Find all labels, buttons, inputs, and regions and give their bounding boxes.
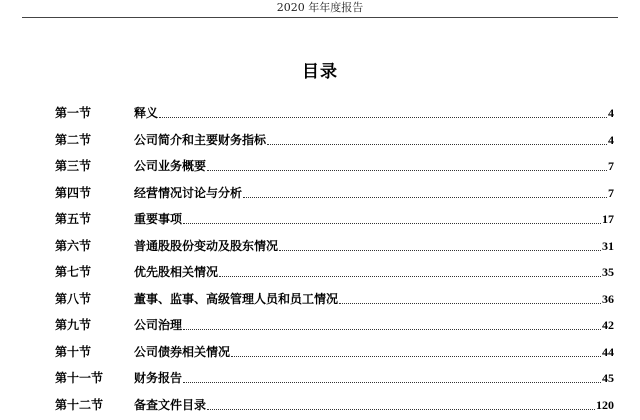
toc-dot-leader — [231, 356, 601, 357]
toc-entry[interactable] — [0, 288, 640, 315]
toc-dot-leader — [183, 382, 601, 383]
toc-entry-label: 重要事项 — [134, 211, 182, 227]
toc-entry[interactable] — [0, 394, 640, 420]
toc-section-number: 第四节 — [55, 185, 91, 201]
toc-title: 目录 — [0, 60, 640, 84]
toc-entry-label: 财务报告 — [134, 370, 182, 386]
toc-entry-line — [134, 291, 614, 307]
toc-entry-label: 优先股相关情况 — [134, 264, 218, 280]
toc-entry-label: 公司简介和主要财务指标 — [134, 132, 266, 148]
toc-page-number: 7 — [608, 158, 614, 174]
toc-page-number: 36 — [602, 291, 614, 307]
toc-entry[interactable] — [0, 341, 640, 368]
toc-entry-line — [134, 317, 614, 333]
toc-entry-line — [134, 238, 614, 254]
toc-dot-leader — [279, 250, 601, 251]
toc-dot-leader — [183, 223, 601, 224]
toc-entry-label: 普通股股份变动及股东情况 — [134, 238, 278, 254]
toc-entry-label: 公司债券相关情况 — [134, 344, 230, 360]
toc-entry-label: 经营情况讨论与分析 — [134, 185, 242, 201]
toc-section-number: 第八节 — [55, 291, 91, 307]
toc-dot-leader — [339, 303, 601, 304]
toc-entry-label: 董事、监事、高级管理人员和员工情况 — [134, 291, 338, 307]
toc-section-number: 第七节 — [55, 264, 91, 280]
toc-page-number: 42 — [602, 317, 614, 333]
toc-entry[interactable] — [0, 102, 640, 129]
toc-section-number: 第十一节 — [55, 370, 103, 386]
toc-entry-line — [134, 185, 614, 201]
toc-page-number: 7 — [608, 185, 614, 201]
toc-section-number: 第九节 — [55, 317, 91, 333]
toc-entry-line — [134, 264, 614, 280]
toc-entry-line — [134, 397, 614, 413]
toc-entry[interactable] — [0, 129, 640, 156]
toc-page-number: 44 — [602, 344, 614, 360]
toc-entry-line — [134, 132, 614, 148]
toc-section-number: 第十节 — [55, 344, 91, 360]
toc-entry-label: 公司治理 — [134, 317, 182, 333]
toc-dot-leader — [267, 144, 607, 145]
toc-page-number: 35 — [602, 264, 614, 280]
toc-section-number: 第六节 — [55, 238, 91, 254]
toc-entry[interactable] — [0, 314, 640, 341]
toc-section-number: 第十二节 — [55, 397, 103, 413]
toc-page-number: 45 — [602, 370, 614, 386]
toc-entry-label: 备查文件目录 — [134, 397, 206, 413]
toc-entry[interactable] — [0, 261, 640, 288]
toc-page-number: 31 — [602, 238, 614, 254]
toc-entry[interactable] — [0, 182, 640, 209]
toc-entry-label: 释义 — [134, 105, 158, 121]
toc-dot-leader — [243, 197, 607, 198]
toc-entry-line — [134, 370, 614, 386]
toc-section-number: 第二节 — [55, 132, 91, 148]
toc-entry[interactable] — [0, 208, 640, 235]
toc-page-number: 4 — [608, 132, 614, 148]
running-header: 2020 年年度报告 — [0, 0, 640, 18]
toc-section-number: 第五节 — [55, 211, 91, 227]
toc-entry-line — [134, 211, 614, 227]
header-rule — [22, 17, 618, 18]
toc-entry[interactable] — [0, 155, 640, 182]
toc-entry-line — [134, 158, 614, 174]
toc-entry-line — [134, 344, 614, 360]
toc-page-number: 4 — [608, 105, 614, 121]
toc-dot-leader — [207, 170, 607, 171]
toc-section-number: 第一节 — [55, 105, 91, 121]
toc-dot-leader — [183, 329, 601, 330]
toc-section-number: 第三节 — [55, 158, 91, 174]
toc-entry-line — [134, 105, 614, 121]
toc-entry[interactable] — [0, 367, 640, 394]
toc-dot-leader — [207, 409, 595, 410]
toc-page-number: 17 — [602, 211, 614, 227]
toc-entry-label: 公司业务概要 — [134, 158, 206, 174]
toc-dot-leader — [219, 276, 601, 277]
toc-entry[interactable] — [0, 235, 640, 262]
toc-dot-leader — [159, 117, 607, 118]
toc-page-number: 120 — [596, 397, 614, 413]
toc-list — [0, 102, 640, 420]
